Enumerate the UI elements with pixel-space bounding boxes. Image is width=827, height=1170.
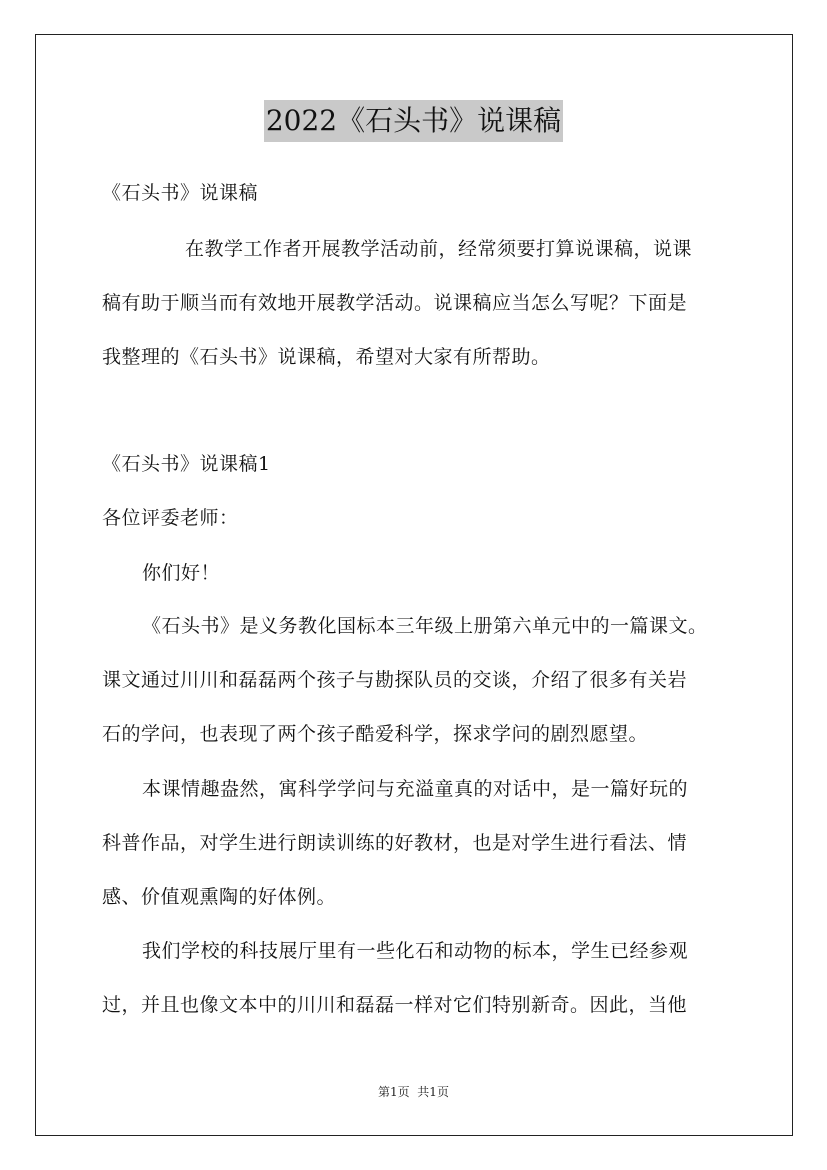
paragraph-line: 我们学校的科技展厅里有一些化石和动物的标本，学生已经参观 (142, 940, 689, 962)
document-title: 2022《石头书》说课稿 (264, 100, 563, 142)
paragraph-line: 感、价值观熏陶的好体例。 (102, 886, 337, 908)
paragraph-line: 我整理的《石头书》说课稿，希望对大家有所帮助。 (102, 346, 551, 368)
paragraph-line: 课文通过川川和磊磊两个孩子与勘探队员的交谈，介绍了很多有关岩 (102, 669, 688, 691)
section-heading: 《石头书》说课稿1 (102, 453, 271, 475)
title-container (0, 100, 827, 142)
paragraph-line: 科普作品，对学生进行朗读训练的好教材，也是对学生进行看法、情 (102, 832, 688, 854)
greeting-line: 你们好！ (142, 562, 221, 584)
paragraph-line: 本课情趣盎然，寓科学学问与充溢童真的对话中，是一篇好玩的 (142, 778, 689, 800)
paragraph-line: 稿有助于顺当而有效地开展教学活动。说课稿应当怎么写呢？下面是 (102, 292, 688, 314)
paragraph-line: 石的学问，也表现了两个孩子酷爱科学，探求学问的剧烈愿望。 (102, 723, 649, 745)
paragraph-line: 过，并且也像文本中的川川和磊磊一样对它们特别新奇。因此，当他 (102, 994, 688, 1016)
subtitle-line: 《石头书》说课稿 (102, 182, 259, 204)
paragraph-line: 在教学工作者开展教学活动前，经常须要打算说课稿，说课 (185, 238, 693, 260)
paragraph-line: 《石头书》是义务教化国标本三年级上册第六单元中的一篇课文。 (142, 615, 708, 637)
page-footer: 第1页 共1页 (378, 1085, 449, 1099)
salutation-line: 各位评委老师： (102, 507, 239, 529)
